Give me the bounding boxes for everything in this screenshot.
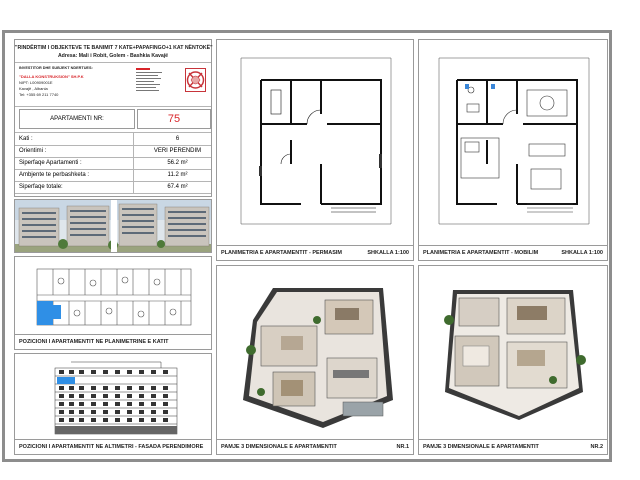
apartment-number: 75 [167, 113, 181, 125]
apartment-number-box [137, 109, 211, 129]
plan-furniture-caption: PLANIMETRIA E APARTAMENTIT - MOBILIM SHKALLA 1:100 [419, 245, 607, 260]
plan-furniture-scale: SHKALLA 1:100 [561, 250, 603, 256]
apartment-highlight-plan [37, 301, 53, 325]
investor-nipt: NIPT: L00909001E [19, 80, 53, 85]
apartment-highlight-facade [57, 377, 75, 384]
investor-tel: Tel: +355 69 211 7740 [19, 92, 59, 97]
building-render-panel [14, 199, 212, 253]
plan-dimensions-scale: SHKALLA 1:100 [367, 250, 409, 256]
designer-info [136, 68, 166, 100]
floor-position-caption: POZICIONI I APARTAMENTIT NE PLANIMETRINE E KATIT [15, 334, 211, 349]
drawing-sheet [2, 30, 612, 462]
facade-elevation [51, 358, 181, 438]
view3d-1-render [233, 280, 399, 430]
investor-city: Kavajë , Albania [19, 86, 48, 91]
facade-position-panel [14, 353, 212, 455]
investor-company: "DALLA KONSTRUKSION" SH.P.K [19, 74, 84, 79]
spec-row-total-area: Siperfaqe totale: 67.4 m² [15, 181, 211, 194]
plan-dimensions-panel [216, 39, 414, 261]
plan-dimensions-drawing [231, 54, 401, 234]
view3d-2-number: NR.2 [590, 444, 603, 450]
spec-row-common-area: Ambjente te perbashketa : 11.2 m² [15, 169, 211, 182]
plan-furniture-panel [418, 39, 608, 261]
investor-heading: INVESTITOR DHE SUBJEKT NDERTUES: [19, 66, 93, 70]
spec-row-orientation: Orientimi : VERI PERENDIM [15, 145, 211, 158]
plan-dimensions-caption: PLANIMETRIA E APARTAMENTIT - PERMASIM SHKALLA 1:100 [217, 245, 413, 260]
specs-table [15, 132, 211, 195]
floor-plan-key [35, 265, 195, 331]
view3d-1-number: NR.1 [396, 444, 409, 450]
view3d-2-render [433, 280, 595, 430]
project-address: Adresa: Mali i Robit, Golem - Bashkia Kavajë [57, 53, 169, 59]
view3d-2-caption: PAMJE 3 DIMENSIONALE E APARTAMENTIT NR.2 [419, 439, 607, 454]
view3d-2-panel [418, 265, 608, 455]
apartment-label: APARTAMENTI NR: [50, 116, 104, 122]
facade-position-caption: POZICIONI I APARTAMENTIT NE ALTIMETRI - FASADA PERENDIMORE [15, 439, 211, 454]
spec-row-floor: Kati : 6 [15, 133, 211, 146]
company-logo [185, 68, 206, 92]
spec-row-apartment-area: Siperfaqe Apartamenti : 56.2 m² [15, 157, 211, 170]
view3d-1-panel [216, 265, 414, 455]
plan-furniture-drawing [431, 54, 597, 234]
view3d-1-caption: PAMJE 3 DIMENSIONALE E APARTAMENTIT NR.1 [217, 439, 413, 454]
floor-position-panel [14, 256, 212, 350]
project-title: "RINDËRTIM I OBJEKTEVE TE BANIMIT 7 KATE+PAPAFINGO+1 KAT NËNTOKË" [15, 45, 213, 51]
title-block [14, 39, 212, 197]
apartment-label-box [19, 109, 135, 129]
building-render [15, 200, 212, 253]
